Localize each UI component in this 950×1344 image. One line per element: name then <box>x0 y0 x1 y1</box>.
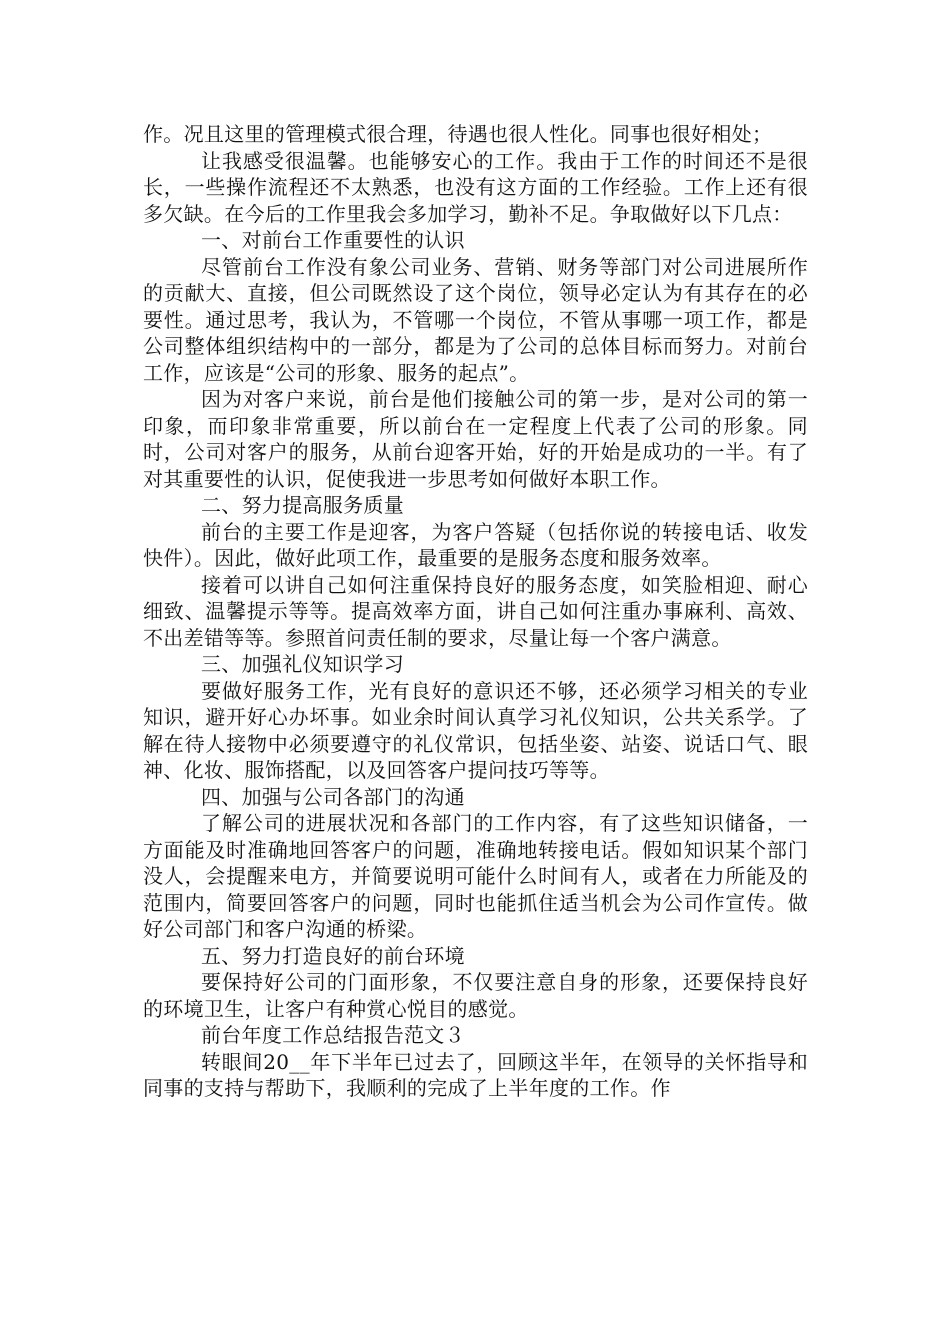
section-heading-1: 一、对前台工作重要性的认识 <box>201 228 465 252</box>
section-heading-2: 二、努力提高服务质量 <box>201 493 404 517</box>
paragraph-2: 让我感受很温馨。也能够安心的工作。我由于工作的时间还不是很长，一些操作流程还不太熟悉，也没有这方面的工作经验。工作上还有很多欠缺。在今后的工作里我会多加学习，勤补不足。争取做好以下几点： <box>143 148 808 226</box>
paragraph-7: 要做好服务工作，光有良好的意识还不够，还必须学习相关的专业知识，避开好心办坏事。如业余时间认真学习礼仪知识，公共关系学。了解在待人接物中必须要遵守的礼仪常识，包括坐姿、站姿、说话口气、眼神、化妆、服饰搭配，以及回答客户提问技巧等等。 <box>143 678 808 782</box>
paragraph-9: 要保持好公司的门面形象，不仅要注意自身的形象，还要保持良好的环境卫生，让客户有种赏心悦目的感觉。 <box>143 970 808 1021</box>
section-heading-4: 四、加强与公司各部门的沟通 <box>201 784 465 809</box>
paragraph-4: 因为对客户来说，前台是他们接触公司的第一步，是对公司的第一印象，而印象非常重要，所以前台在一定程度上代表了公司的形象。同时，公司对客户的服务，从前台迎客开始，好的开始是成功的一半。有了对其重要性的认识，促使我进一步思考如何做好本职工作。 <box>143 387 808 491</box>
section-heading-3: 三、加强礼仪知识学习 <box>201 652 404 676</box>
document-body <box>143 121 808 1102</box>
section-heading-5: 五、努力打造良好的前台环境 <box>201 943 465 968</box>
paragraph-6: 接着可以讲自己如何注重保持良好的服务态度，如笑脸相迎、耐心细致、温馨提示等等。提高效率方面，讲自己如何注重办事麻利、高效、不出差错等等。参照首问责任制的要求，尽量让每一个客户满意。 <box>143 572 808 650</box>
article-title: 前台年度工作总结报告范文３ <box>201 1023 465 1047</box>
paragraph-10: 转眼间20__年下半年已过去了，回顾这半年，在领导的关怀指导和同事的支持与帮助下，我顺利的完成了上半年度的工作。作 <box>143 1049 808 1100</box>
paragraph-1: 作。况且这里的管理模式很合理，待遇也很人性化。同事也很好相处； <box>143 122 773 146</box>
paragraph-3: 尽管前台工作没有象公司业务、营销、财务等部门对公司进展所作的贡献大、直接，但公司既然设了这个岗位，领导必定认为有其存在的必要性。通过思考，我认为，不管哪一个岗位，不管从事哪一项工作，都是公司整体组织结构中的一部分，都是为了公司的总体目标而努力。对前台工作，应该是“公司的形象、服务的起点”。 <box>143 254 808 385</box>
paragraph-5: 前台的主要工作是迎客，为客户答疑（包括你说的转接电话、收发快件）。因此，做好此项工作，最重要的是服务态度和服务效率。 <box>143 519 808 570</box>
paragraph-8: 了解公司的进展状况和各部门的工作内容，有了这些知识储备，一方面能及时准确地回答客户的问题，准确地转接电话。假如知识某个部门没人，会提醒来电方，并简要说明可能什么时间有人，或者在力所能及的范围内，简要回答客户的问题，同时也能抓住适当机会为公司作宣传。做好公司部门和客户沟通的桥梁。 <box>143 811 808 941</box>
